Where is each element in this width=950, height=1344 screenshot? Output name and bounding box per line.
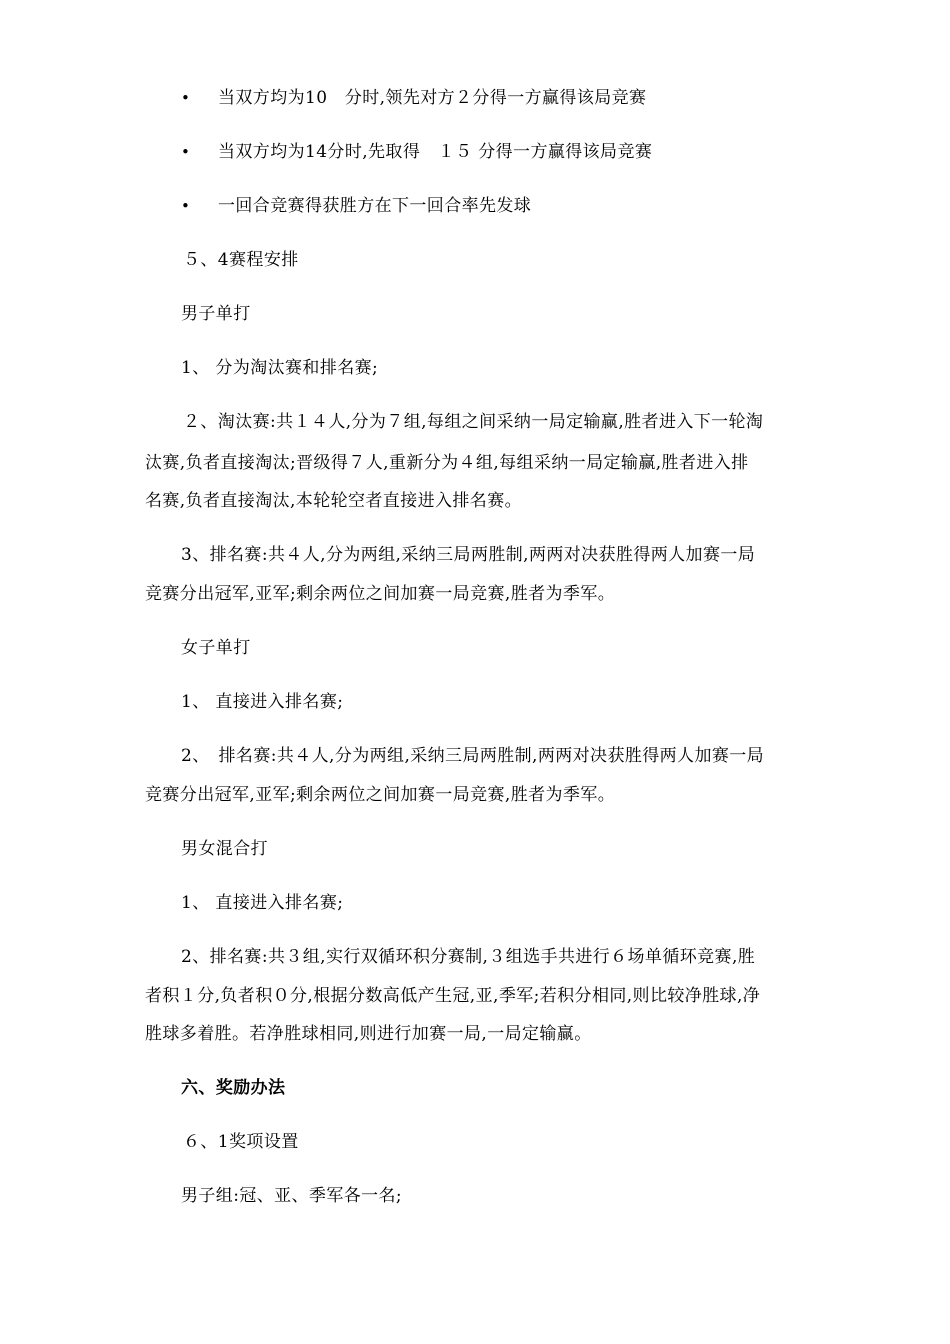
awards-sub-heading: ６、1奖项设置	[183, 1132, 299, 1152]
awards-mens-group: 男子组:冠、亚、季军各一名;	[181, 1186, 403, 1206]
bullet-marker: •	[181, 89, 190, 107]
mens-singles-item-2-line-2: 汰赛,负者直接淘汰;晋级得７人,重新分为４组,每组采纳一局定输赢,胜者进入排	[145, 453, 749, 473]
awards-heading: 六、奖励办法	[181, 1078, 286, 1098]
schedule-heading: ５、4赛程安排	[183, 250, 299, 270]
mens-singles-item-3-line-2: 竞赛分出冠军,亚军;剩余两位之间加赛一局竞赛,胜者为季军。	[145, 584, 616, 604]
mixed-item-1: 1、 直接进入排名赛;	[181, 893, 344, 913]
mens-singles-item-3-line-1: 3、排名赛:共４人,分为两组,采纳三局两胜制,两两对决获胜得两人加赛一局	[181, 545, 756, 565]
mens-singles-title: 男子单打	[181, 304, 251, 324]
bullet-text-1: 当双方均为10 分时,领先对方２分得一方赢得该局竞赛	[218, 88, 647, 108]
bullet-marker: •	[181, 143, 190, 161]
mixed-item-2-line-1: 2、排名赛:共３组,实行双循环积分赛制,３组选手共进行６场单循环竞赛,胜	[181, 947, 756, 967]
mens-singles-item-2-line-3: 名赛,负者直接淘汰,本轮轮空者直接进入排名赛。	[145, 491, 523, 511]
bullet-text-2: 当双方均为14分时,先取得 １５ 分得一方赢得该局竞赛	[218, 142, 653, 162]
bullet-marker: •	[181, 197, 190, 215]
mixed-title: 男女混合打	[181, 839, 268, 859]
womens-singles-item-2-line-1: 2、 排名赛:共４人,分为两组,采纳三局两胜制,两两对决获胜得两人加赛一局	[181, 746, 765, 766]
mixed-item-2-line-3: 胜球多着胜。若净胜球相同,则进行加赛一局,一局定输赢。	[145, 1024, 592, 1044]
womens-singles-item-2-line-2: 竞赛分出冠军,亚军;剩余两位之间加赛一局竞赛,胜者为季军。	[145, 785, 616, 805]
mens-singles-item-1: 1、 分为淘汰赛和排名赛;	[181, 358, 379, 378]
womens-singles-title: 女子单打	[181, 638, 251, 658]
mixed-item-2-line-2: 者积１分,负者积０分,根据分数高低产生冠,亚,季军;若积分相同,则比较净胜球,净	[145, 986, 761, 1006]
mens-singles-item-2-line-1: ２、淘汰赛:共１４人,分为７组,每组之间采纳一局定输赢,胜者进入下一轮淘	[183, 412, 764, 432]
womens-singles-item-1: 1、 直接进入排名赛;	[181, 692, 344, 712]
bullet-text-3: 一回合竞赛得获胜方在下一回合率先发球	[218, 196, 532, 216]
